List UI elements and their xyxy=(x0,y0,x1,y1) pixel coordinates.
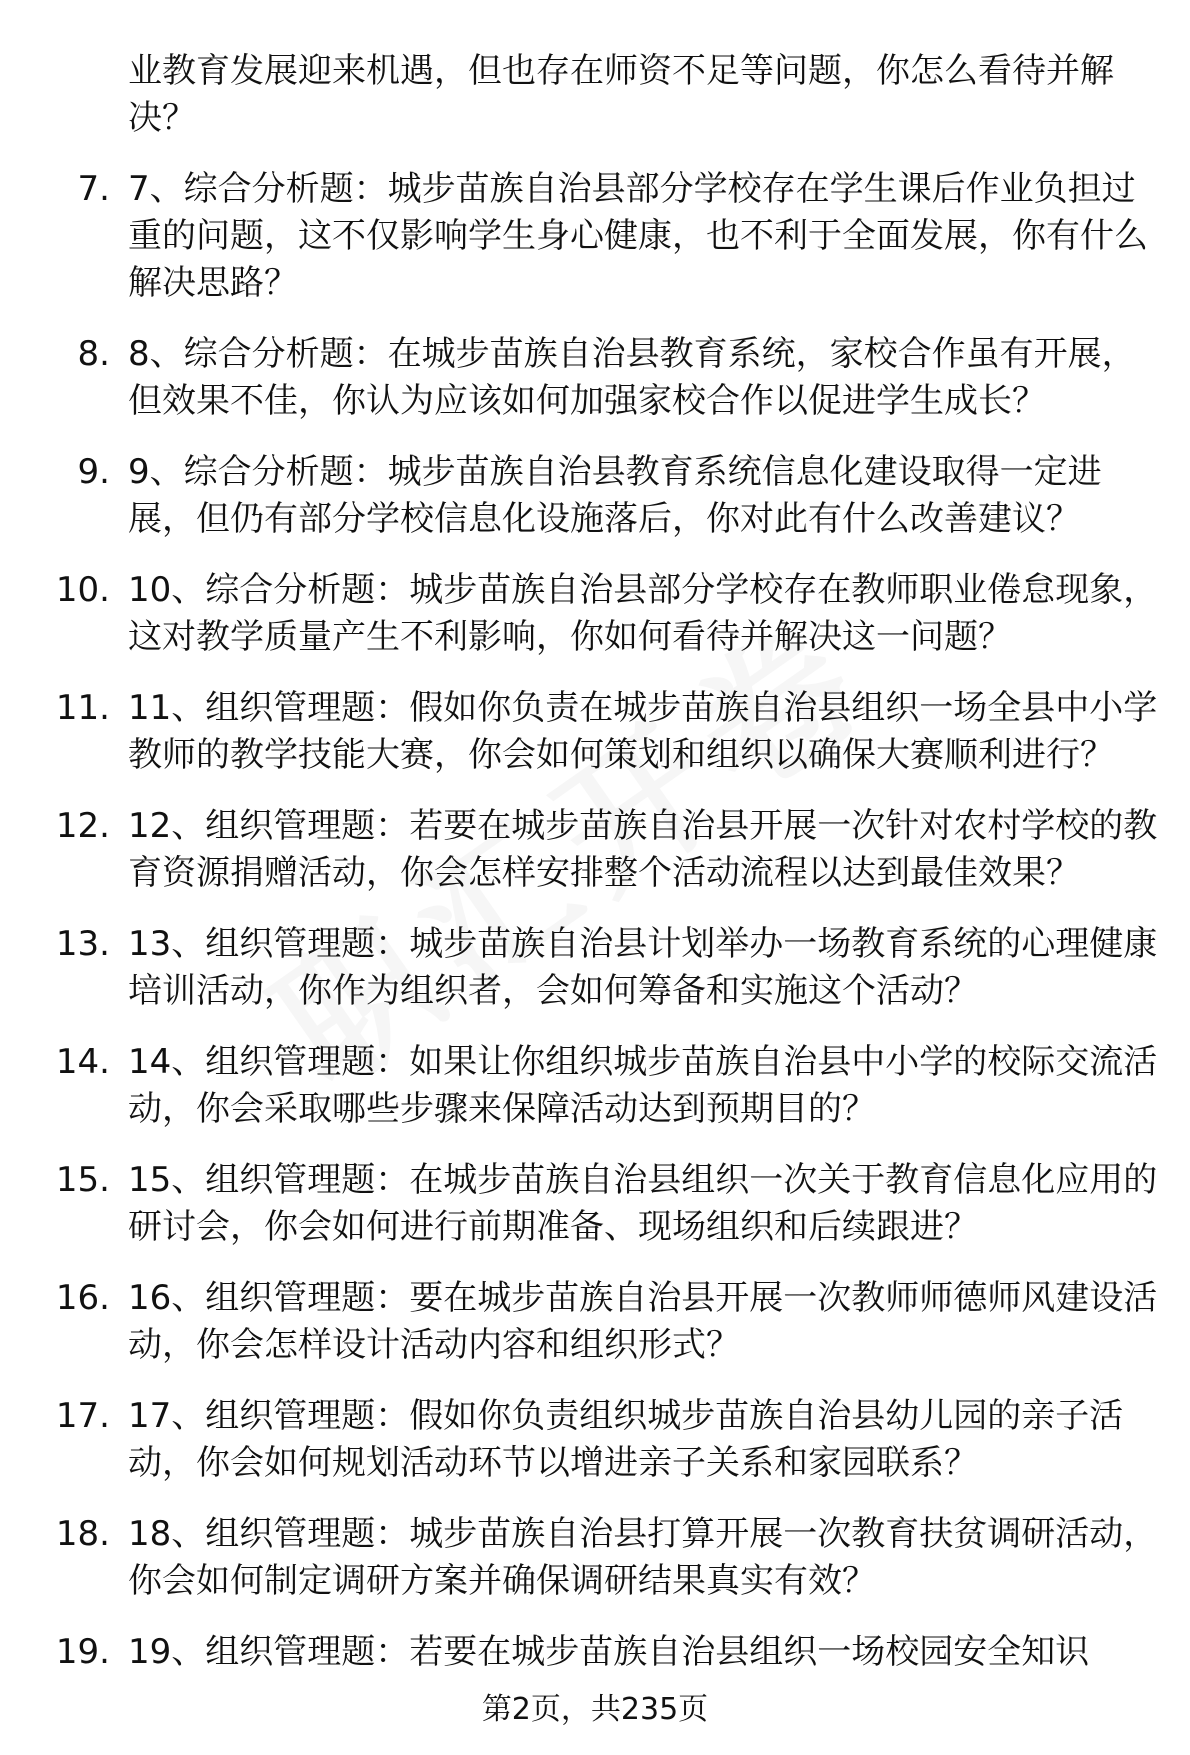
question-text: 9、综合分析题：城步苗族自治县教育系统信息化建设取得一定进展，但仍有部分学校信息化设施落后，你对此有什么改善建议？ xyxy=(128,452,1102,539)
question-item xyxy=(0,1511,1190,1605)
question-text: 16、组织管理题：要在城步苗族自治县开展一次教师师德师风建设活动，你会怎样设计活动内容和组织形式？ xyxy=(128,1278,1158,1365)
question-number: 16. xyxy=(55,1278,110,1318)
question-item xyxy=(0,1275,1190,1369)
question-number: 14. xyxy=(55,1042,110,1082)
page-footer: 第2页，共235页 xyxy=(481,1692,709,1727)
question-number: 13. xyxy=(55,924,110,964)
question-number: 18. xyxy=(55,1514,110,1554)
question-item xyxy=(0,921,1190,1015)
question-number: 17. xyxy=(55,1396,110,1436)
continued-question-text: 业教育发展迎来机遇，但也存在师资不足等问题，你怎么看待并解决？ xyxy=(128,51,1114,138)
question-text: 14、组织管理题：如果让你组织城步苗族自治县中小学的校际交流活动，你会采取哪些步骤来保障活动达到预期目的？ xyxy=(128,1042,1158,1129)
question-number: 12. xyxy=(55,806,110,846)
question-item xyxy=(0,803,1190,897)
question-number: 8. xyxy=(77,334,110,374)
question-item xyxy=(0,331,1190,425)
question-number: 9. xyxy=(77,452,110,492)
question-number: 15. xyxy=(55,1160,110,1200)
question-list xyxy=(0,48,1190,1700)
question-text: 11、组织管理题：假如你负责在城步苗族自治县组织一场全县中小学教师的教学技能大赛，你会如何策划和组织以确保大赛顺利进行？ xyxy=(128,688,1158,775)
question-text: 12、组织管理题：若要在城步苗族自治县开展一次针对农村学校的教育资源捐赠活动，你会怎样安排整个活动流程以达到最佳效果？ xyxy=(128,806,1158,893)
question-item xyxy=(0,1629,1190,1676)
question-item xyxy=(0,1393,1190,1487)
question-item xyxy=(0,1039,1190,1133)
question-number: 19. xyxy=(55,1632,110,1672)
question-item xyxy=(0,685,1190,779)
question-text: 18、组织管理题：城步苗族自治县打算开展一次教育扶贫调研活动，你会如何制定调研方案并确保调研结果真实有效？ xyxy=(128,1514,1158,1601)
question-text: 19、组织管理题：若要在城步苗族自治县组织一场校园安全知识 xyxy=(128,1632,1090,1672)
question-item xyxy=(0,1157,1190,1251)
question-text: 13、组织管理题：城步苗族自治县计划举办一场教育系统的心理健康培训活动，你作为组织者，会如何筹备和实施这个活动？ xyxy=(128,924,1158,1011)
question-item xyxy=(0,449,1190,543)
question-text: 15、组织管理题：在城步苗族自治县组织一次关于教育信息化应用的研讨会，你会如何进行前期准备、现场组织和后续跟进？ xyxy=(128,1160,1158,1247)
question-item xyxy=(0,166,1190,307)
question-text: 17、组织管理题：假如你负责组织城步苗族自治县幼儿园的亲子活动，你会如何规划活动环节以增进亲子关系和家园联系？ xyxy=(128,1396,1124,1483)
question-text: 7、综合分析题：城步苗族自治县部分学校存在学生课后作业负担过重的问题，这不仅影响学生身心健康，也不利于全面发展，你有什么解决思路？ xyxy=(128,169,1148,303)
question-number: 7. xyxy=(77,169,110,209)
question-text: 10、综合分析题：城步苗族自治县部分学校存在教师职业倦怠现象，这对教学质量产生不利影响，你如何看待并解决这一问题？ xyxy=(128,570,1158,657)
question-item xyxy=(0,567,1190,661)
question-number: 10. xyxy=(55,570,110,610)
question-text: 8、综合分析题：在城步苗族自治县教育系统，家校合作虽有开展，但效果不佳，你认为应该如何加强家校合作以促进学生成长？ xyxy=(128,334,1136,421)
question-number: 11. xyxy=(55,688,110,728)
